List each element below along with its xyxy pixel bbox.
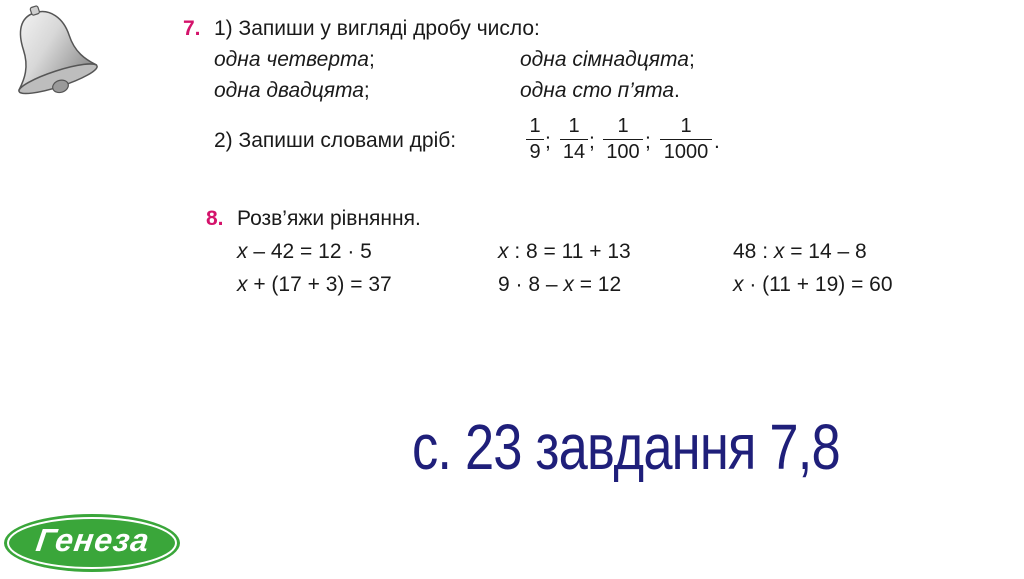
geneza-logo (0, 510, 182, 574)
fraction-1-9: 1 9 (526, 115, 544, 163)
fraction-separator: ; (589, 130, 595, 153)
bell-icon (2, 2, 98, 106)
task7-item-4: одна сто п’ята. (520, 79, 680, 102)
equation-3: 48 : x = 14 – 8 (733, 240, 867, 263)
task7-item-2: одна сімнадцята; (520, 48, 695, 71)
equation-1: x – 42 = 12 · 5 (237, 240, 372, 263)
task7-item-1: одна четверта; (214, 48, 375, 71)
variable-x: x (237, 273, 248, 296)
equation-2: x : 8 = 11 + 13 (498, 240, 631, 263)
task7-part2-prompt: 2) Запиши словами дріб: (214, 129, 457, 152)
task7-part1-prompt: 1) Запиши у вигляді дробу число: (214, 17, 540, 40)
fraction-1-14: 1 14 (560, 115, 588, 163)
task8-title: Розв’яжи рівняння. (237, 207, 421, 230)
fraction-separator: ; (545, 130, 551, 153)
task8-number: 8. (206, 207, 224, 230)
fraction-1-100: 1 100 (603, 115, 643, 163)
variable-x: x (563, 273, 574, 296)
equation-5: 9 · 8 – x = 12 (498, 273, 622, 296)
task7-number: 7. (183, 17, 201, 40)
task7-item-3: одна двадцята; (214, 79, 370, 102)
variable-x: x (773, 240, 785, 263)
logo-text: Генеза (33, 522, 153, 558)
variable-x: x (237, 240, 248, 263)
variable-x: x (733, 273, 744, 296)
assignment-reference: с. 23 завдання 7,8 (412, 411, 840, 483)
equation-6: x · (11 + 19) = 60 (733, 273, 893, 296)
fraction-separator: ; (645, 130, 651, 153)
fraction-1-1000: 1 1000 (660, 115, 712, 163)
equation-4: x + (17 + 3) = 37 (237, 273, 392, 296)
variable-x: x (498, 240, 509, 263)
fraction-terminator: . (714, 130, 720, 153)
